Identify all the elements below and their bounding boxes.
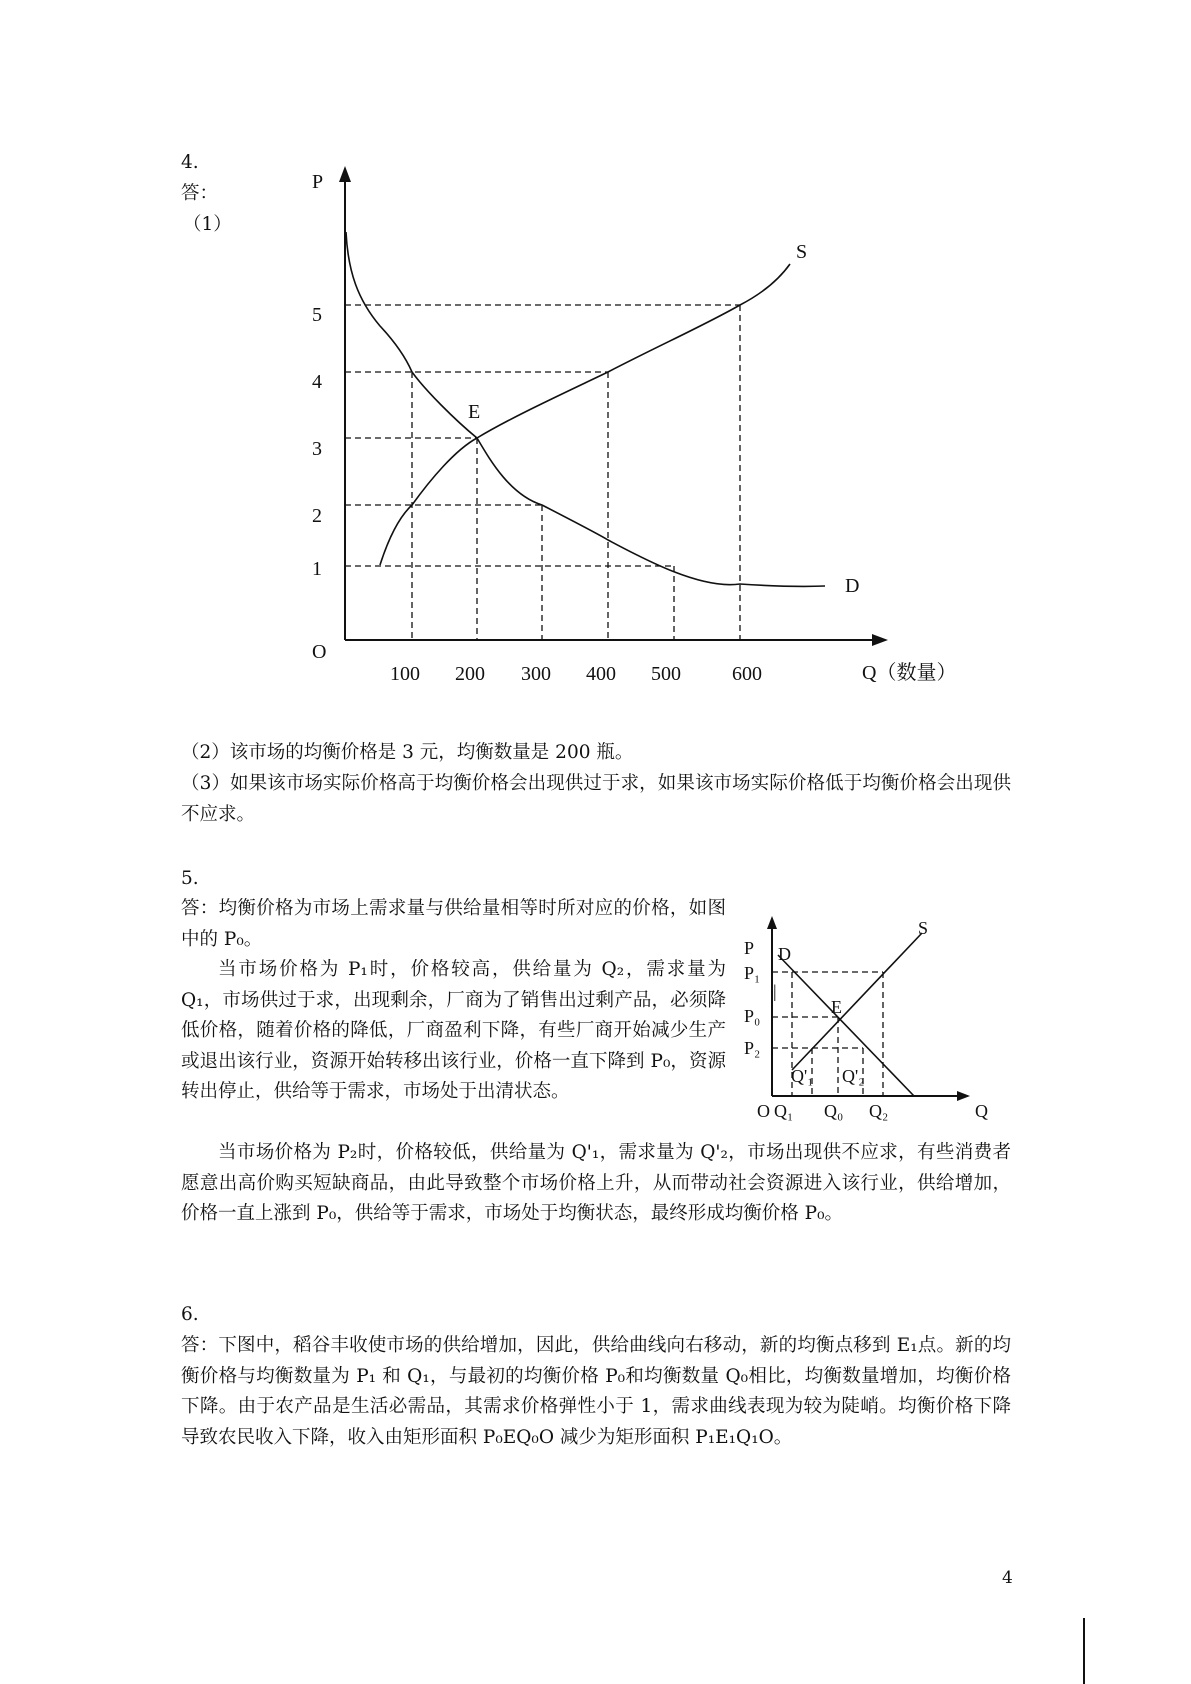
chart2-q2p-label: Q'₂ (842, 1066, 865, 1086)
q4-part3: （3）如果该市场实际价格高于均衡价格会出现供过于求，如果该市场实际价格低于均衡价格会出现供不应求。 (181, 773, 1011, 825)
demand-curve (346, 232, 825, 586)
chart2-x-arrow-icon (957, 1091, 970, 1101)
chart2-x-label: Q (975, 1101, 988, 1121)
q4-part1-label: （1） (183, 214, 232, 235)
chart1-xtick: 400 (586, 663, 616, 685)
q5-number: 5. (181, 868, 199, 889)
chart2-demand-label: D (778, 944, 791, 964)
chart1-demand-label: D (845, 575, 860, 597)
supply-demand-chart-1 (0, 0, 1191, 720)
chart1-x-label: Q（数量） (862, 662, 957, 684)
chart1-y-arrow-icon (339, 166, 351, 182)
page-number: 4 (1002, 1568, 1013, 1588)
chart1-xtick: 300 (521, 663, 551, 685)
chart1-ytick: 2 (312, 505, 322, 527)
q5-para1: 答：均衡价格为市场上需求量与供给量相等时所对应的价格，如图中的 P₀。 (181, 898, 726, 950)
chart2-origin-label: O (757, 1101, 770, 1121)
chart1-guide-lines (345, 305, 740, 640)
q6-para1: 答：下图中，稻谷丰收使市场的供给增加，因此，供给曲线向右移动，新的均衡点移到 E₁点。新的均衡价格与均衡数量为 P₁ 和 Q₁，与最初的均衡价格 P₀和均衡数量 Q₀相比，均衡数量增加，均衡价格下降。由于农产品是生活必需品，其需求价格弹性小于 1，需求曲线表现为较为陡峭。均衡价格下降导致农民收入下降，收入由矩形面积 P₀EQ₀O 减少为矩形面积 P₁E₁Q₁O。 (181, 1335, 1011, 1448)
chart2-q2-label: Q₂ (869, 1101, 889, 1121)
chart1-origin-label: O (312, 641, 327, 663)
chart1-ytick: 4 (312, 371, 322, 393)
chart1-xtick: 500 (651, 663, 681, 685)
chart2-p2-label: P₂ (744, 1038, 761, 1058)
chart1-ytick: 3 (312, 438, 322, 460)
supply-demand-chart-2 (730, 910, 1000, 1130)
chart2-supply-label: S (918, 918, 929, 938)
chart2-p0-label: P₀ (744, 1006, 761, 1026)
chart2-y-label: P (744, 938, 755, 958)
supply-curve (380, 264, 790, 565)
q4-answer-label: 答： (181, 183, 219, 204)
chart1-eq-label: E (468, 401, 481, 423)
q6-number: 6. (181, 1304, 199, 1325)
chart2-bar-mark: | (773, 981, 777, 1001)
q5-para3: 当市场价格为 P₂时，价格较低，供给量为 Q'₁，需求量为 Q'₂，市场出现供不应求，有些消费者愿意出高价购买短缺商品，由此导致整个市场价格上升，从而带动社会资源进入该行业，供给增加，价格一直上涨到 P₀，供给等于需求，市场处于均衡状态，最终形成均衡价格 P₀。 (181, 1142, 1011, 1224)
chart1-xtick: 200 (455, 663, 485, 685)
chart1-supply-label: S (796, 241, 808, 263)
chart1-y-label: P (312, 171, 324, 193)
q4-number: 4. (181, 152, 199, 173)
chart1-xtick: 100 (390, 663, 420, 685)
chart2-supply-line (792, 933, 922, 1070)
chart2-q1p-label: Q'₁ (791, 1066, 814, 1086)
chart1-xtick: 600 (732, 663, 762, 685)
q4-part2: （2）该市场的均衡价格是 3 元，均衡数量是 200 瓶。 (181, 742, 634, 763)
chart1-x-arrow-icon (872, 634, 888, 646)
q5-para2: 当市场价格为 P₁时，价格较高，供给量为 Q₂，需求量为 Q₁，市场供过于求，出现剩余，厂商为了销售出过剩产品，必须降低价格，随着价格的降低，厂商盈利下降，有些厂商开始减少生产或退出该行业，资源开始转移出该行业，价格一直下降到 P₀，资源转出停止，供给等于需求，市场处于出清状态。 (181, 959, 726, 1102)
chart2-q0-label: Q₀ (824, 1101, 844, 1121)
chart2-q1-label: Q₁ (774, 1101, 794, 1121)
chart1-ytick: 1 (312, 558, 322, 580)
chart1-ytick: 5 (312, 304, 322, 326)
chart2-y-arrow-icon (767, 916, 777, 929)
chart2-p1-label: P₁ (744, 963, 761, 983)
margin-rule (1083, 1618, 1085, 1684)
chart2-eq-label: E (831, 997, 842, 1017)
